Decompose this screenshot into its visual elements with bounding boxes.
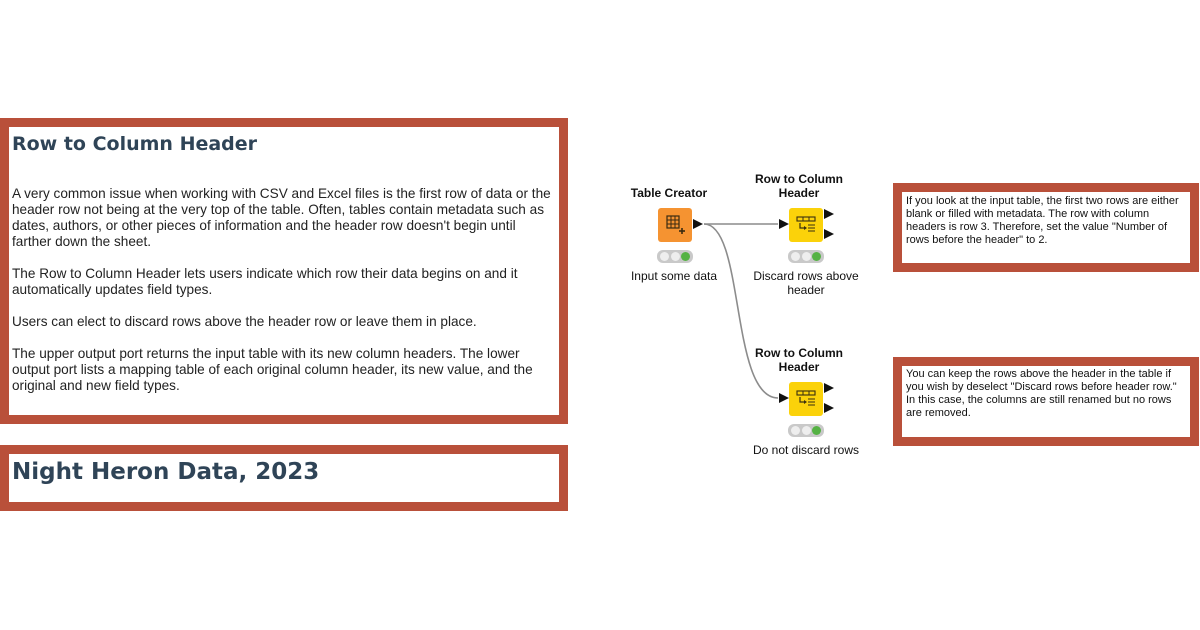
annotation-paragraph-4: The upper output port returns the input table with its new column headers. The lower output port lists a mapping table of each original column header, its new value, and the original and new field types. xyxy=(12,346,533,393)
status-dot-green xyxy=(681,252,690,261)
annotation-paragraph-1: A very common issue when working with CSV and Excel files is the first row of data or the header row not being at the very top of the table. Often, tables contain metadata such as dates, authors, or other pieces of information and the header row doesn't begin until farther down the sheet. xyxy=(12,186,551,249)
table-creator-icon xyxy=(658,208,692,242)
node-row-to-column-header-2-body[interactable] xyxy=(789,382,823,416)
annotation-paragraph-2: The Row to Column Header lets users indicate which row their data begins on and it automatically updates field types. xyxy=(12,266,518,297)
status-traffic-light xyxy=(788,250,824,263)
annotation-paragraph-3: Users can elect to discard rows above the header row or leave them in place. xyxy=(12,314,477,329)
note-discard-text: If you look at the input table, the first two rows are either blank or filled with metadata. The row with column headers is row 3. Therefore, set the value "Number of rows before the header" to 2. xyxy=(906,195,1179,246)
row-to-column-header-icon xyxy=(789,382,823,416)
status-dot-yellow xyxy=(802,252,811,261)
annotation-heading: Row to Column Header xyxy=(12,133,258,155)
output-port-header-1-top[interactable] xyxy=(823,208,835,220)
node-table-creator-name: Table Creator xyxy=(630,186,708,200)
output-port-header-2-top[interactable] xyxy=(823,382,835,394)
output-port-header-2-bottom[interactable] xyxy=(823,402,835,414)
status-dot-red xyxy=(791,426,800,435)
node-row-to-column-header-1-comment: Discard rows above header xyxy=(753,269,859,297)
node-table-creator-body[interactable] xyxy=(658,208,692,242)
status-dot-green xyxy=(812,426,821,435)
note-keep-text: You can keep the rows above the header in the table if you wish by deselect "Discard rows before header row." In this case, the columns are still renamed but no rows are removed. xyxy=(906,368,1177,419)
status-dot-green xyxy=(812,252,821,261)
status-dot-yellow xyxy=(802,426,811,435)
status-dot-red xyxy=(791,252,800,261)
status-dot-yellow xyxy=(671,252,680,261)
row-to-column-header-icon xyxy=(789,208,823,242)
status-traffic-light xyxy=(788,424,824,437)
node-row-to-column-header-1-name: Row to Column Header xyxy=(755,172,843,200)
output-port-header-1-bottom[interactable] xyxy=(823,228,835,240)
status-dot-red xyxy=(660,252,669,261)
node-row-to-column-header-2-comment: Do not discard rows xyxy=(752,443,860,457)
dataset-heading: Night Heron Data, 2023 xyxy=(12,459,320,485)
node-row-to-column-header-2-name: Row to Column Header xyxy=(755,346,843,374)
status-traffic-light xyxy=(657,250,693,263)
node-table-creator-comment: Input some data xyxy=(630,269,718,283)
output-port-table-creator[interactable] xyxy=(692,218,704,230)
node-row-to-column-header-1-body[interactable] xyxy=(789,208,823,242)
